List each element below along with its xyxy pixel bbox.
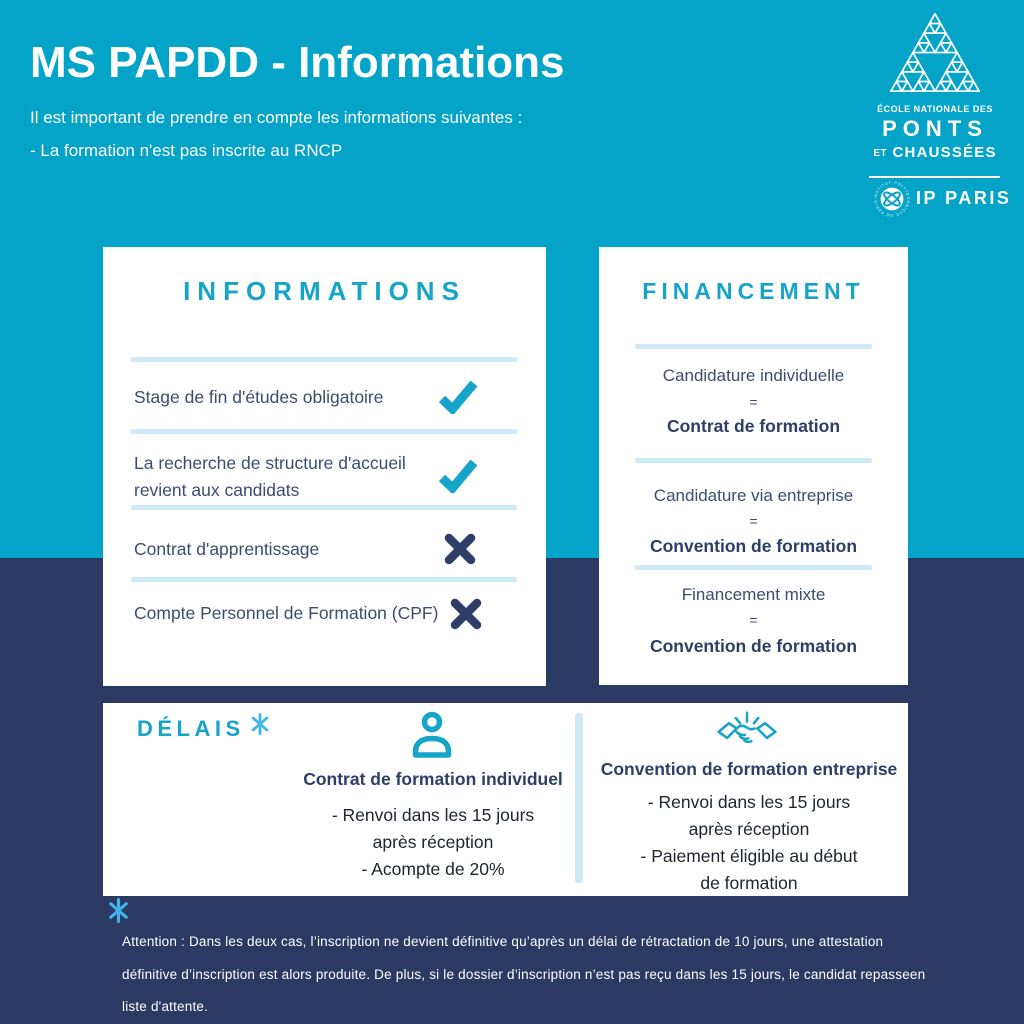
delais-right-line: après réception — [688, 819, 810, 839]
equals-sign: = — [749, 612, 758, 628]
ponts-triangle-logo-icon — [889, 12, 981, 93]
asterisk-icon — [249, 713, 271, 735]
school-name-small: ÉCOLE NATIONALE DES — [877, 104, 993, 114]
delais-left-lines — [283, 802, 583, 883]
school-name-main: PONTS — [882, 116, 988, 141]
divider — [131, 429, 517, 434]
financement-result: Contrat de formation — [666, 416, 841, 436]
page-title: MS PAPDD - Informations — [30, 38, 565, 87]
divider — [635, 344, 872, 349]
school-name-sub — [854, 144, 1016, 161]
subtitle-line-2: - La formation n'est pas inscrite au RNCP — [30, 141, 343, 160]
check-icon — [438, 380, 478, 414]
delais-left-line: après réception — [372, 832, 494, 852]
ip-ring-text: INSTITUT POLYTECHNIQUE DE PARIS — [873, 180, 911, 218]
ip-paris-label: IP PARIS — [916, 188, 1012, 208]
financement-label: Candidature individuelle — [662, 366, 845, 385]
financement-label: Financement mixte — [681, 585, 826, 604]
footnote-text — [122, 926, 1002, 1024]
info-item-text: La recherche de structure d'accueil revient aux candidats — [134, 453, 406, 500]
delais-right-line: - Paiement éligible au début — [640, 846, 858, 866]
info-item-text: Contrat d'apprentissage — [134, 539, 320, 559]
equals-sign: = — [749, 394, 758, 410]
delais-right-heading: Convention de formation entreprise — [600, 759, 898, 779]
financement-result: Convention de formation — [649, 636, 858, 656]
check-icon — [438, 459, 478, 493]
person-icon — [410, 711, 454, 759]
footnote-line: Attention : Dans les deux cas, l’inscription ne devient définitive qu’après un délai de rétractation de 10 jours, une attestation — [122, 934, 884, 949]
info-item-text: Stage de fin d'études obligatoire — [134, 387, 384, 407]
delais-right-line: de formation — [700, 873, 798, 893]
logo-separator-line — [869, 176, 1000, 178]
equals-sign: = — [749, 513, 758, 529]
financement-result: Convention de formation — [649, 536, 858, 556]
handshake-icon — [716, 708, 778, 754]
divider — [635, 565, 872, 570]
footnote-line: liste d'attente. — [122, 999, 209, 1014]
divider — [131, 505, 517, 510]
ip-paris-logo-icon — [872, 179, 912, 219]
divider — [131, 577, 517, 582]
cross-icon — [446, 597, 486, 631]
delais-left-line: - Acompte de 20% — [361, 859, 505, 879]
delais-left-line: - Renvoi dans les 15 jours — [331, 805, 535, 825]
subtitle-line-1: Il est important de prendre en compte les informations suivantes : — [30, 108, 523, 127]
school-name-chaussees: CHAUSSÉES — [892, 144, 997, 161]
financement-card-title: FINANCEMENT — [642, 278, 865, 304]
delais-card-title: DÉLAIS — [137, 716, 245, 741]
divider — [131, 357, 517, 362]
info-item-text: Compte Personnel de Formation (CPF) — [134, 603, 439, 623]
financement-label: Candidature via entreprise — [653, 486, 854, 505]
school-name-et: ET — [873, 148, 888, 159]
cross-icon — [440, 532, 480, 566]
delais-right-lines — [592, 789, 906, 897]
delais-right-line: - Renvoi dans les 15 jours — [647, 792, 851, 812]
informations-card-title: INFORMATIONS — [183, 276, 466, 306]
asterisk-icon — [106, 898, 131, 923]
divider — [635, 458, 872, 463]
delais-left-heading: Contrat de formation individuel — [303, 769, 563, 789]
footnote-line: définitive d’inscription est alors produite. De plus, si le dossier d’inscription n’est pas reçu dans les 15 jours, le candidat repasseen — [122, 966, 926, 982]
